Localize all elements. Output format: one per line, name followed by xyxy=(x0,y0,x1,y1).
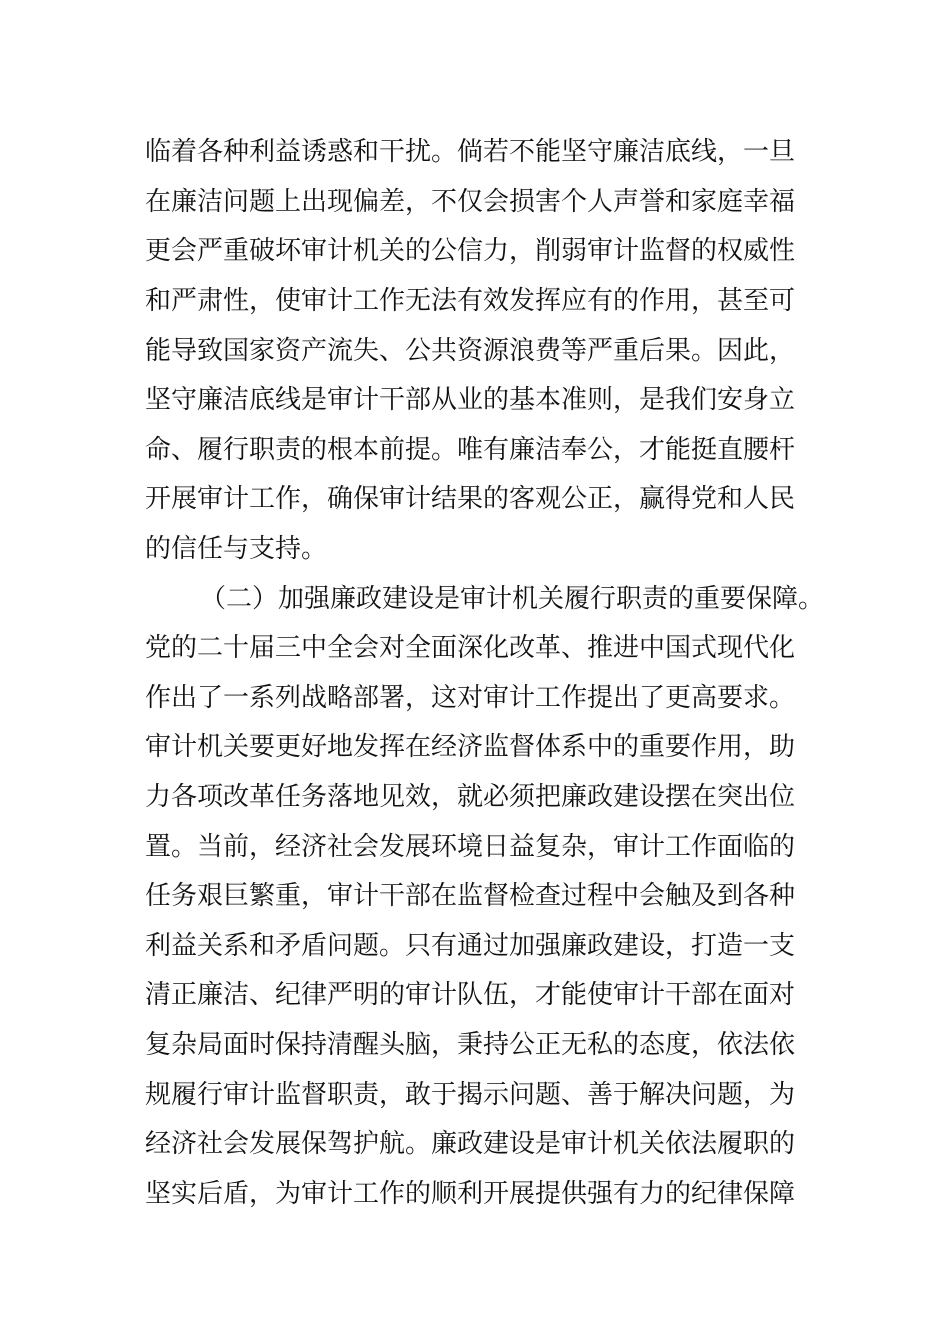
text-line: 置。当前，经济社会发展环境日益复杂，审计工作面临的 xyxy=(145,832,796,862)
text-line: 经济社会发展保驾护航。廉政建设是审计机关依法履职的 xyxy=(145,1129,796,1159)
text-line: 审计机关要更好地发挥在经济监督体系中的重要作用，助 xyxy=(145,732,796,762)
text-line: 开展审计工作，确保审计结果的客观公正，赢得党和人民 xyxy=(145,484,796,514)
text-line: 党的二十届三中全会对全面深化改革、推进中国式现代化 xyxy=(145,633,796,663)
text-line: 临着各种利益诱惑和干扰。倘若不能坚守廉洁底线，一旦 xyxy=(145,137,796,167)
text-line: 的信任与支持。 xyxy=(145,534,328,564)
text-line: 更会严重破坏审计机关的公信力，削弱审计监督的权威性 xyxy=(145,236,796,266)
text-line: 利益关系和矛盾问题。只有通过加强廉政建设，打造一支 xyxy=(145,931,796,961)
text-line: 命、履行职责的根本前提。唯有廉洁奉公，才能挺直腰杆 xyxy=(145,435,796,465)
text-line: 在廉洁问题上出现偏差，不仅会损害个人声誉和家庭幸福 xyxy=(145,187,796,217)
text-line: 和严肃性，使审计工作无法有效发挥应有的作用，甚至可 xyxy=(145,286,796,316)
text-line: 坚实后盾，为审计工作的顺利开展提供强有力的纪律保障 xyxy=(145,1179,796,1209)
text-line: 坚守廉洁底线是审计干部从业的基本准则，是我们安身立 xyxy=(145,385,796,415)
section-heading: （二）加强廉政建设是审计机关履行职责的重要保障。 xyxy=(200,584,825,614)
text-line: 力各项改革任务落地见效，就必须把廉政建设摆在突出位 xyxy=(145,782,796,812)
text-line: 任务艰巨繁重，审计干部在监督检查过程中会触及到各种 xyxy=(145,881,796,911)
text-line: 复杂局面时保持清醒头脑，秉持公正无私的态度，依法依 xyxy=(145,1030,796,1060)
text-line: 清正廉洁、纪律严明的审计队伍，才能使审计干部在面对 xyxy=(145,980,796,1010)
text-line: 规履行审计监督职责，敢于揭示问题、善于解决问题，为 xyxy=(145,1080,796,1110)
text-line: 作出了一系列战略部署，这对审计工作提出了更高要求。 xyxy=(145,683,796,713)
text-line: 能导致国家资产流失、公共资源浪费等严重后果。因此， xyxy=(145,336,796,366)
